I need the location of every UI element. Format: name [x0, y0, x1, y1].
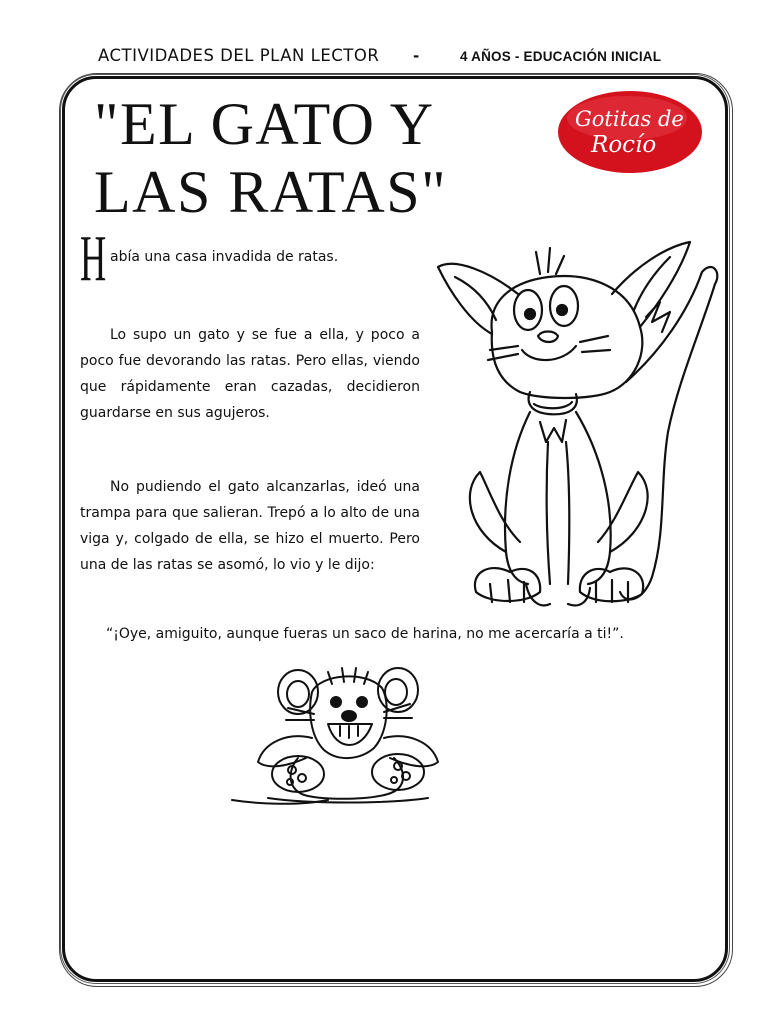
- logo-text-line-1: Gotitas de: [575, 107, 684, 131]
- gotitas-de-rocio-logo: [555, 88, 705, 176]
- paragraph-3: No pudiendo el gato alcanzarlas, ideó una trampa para que salieran. Trepó a lo alto de una viga y, colgado de ella, se hizo el muerto. Pero una de las ratas se asomó, lo vio y le dijo:: [80, 479, 420, 573]
- header-separator: -: [413, 47, 420, 65]
- logo-text-line-2: Rocío: [591, 132, 657, 158]
- drop-cap: H: [80, 222, 107, 295]
- header-activity-label: ACTIVIDADES DEL PLAN LECTOR: [98, 46, 380, 65]
- rat-quote: “¡Oye, amiguito, aunque fueras un saco de harina, no me acercaría a ti!”.: [106, 626, 624, 642]
- story-title: [94, 90, 564, 226]
- story-title-line-2: LAS RATAS": [94, 159, 448, 225]
- header-level-label: 4 AÑOS - EDUCACIÓN INICIAL: [460, 49, 662, 64]
- story-title-line-1: "EL GATO Y: [94, 91, 435, 157]
- paragraph-1: abía una casa invadida de ratas.: [110, 249, 339, 265]
- cat-illustration-icon: [430, 232, 722, 622]
- rat-illustration-icon: [228, 662, 458, 810]
- paragraph-2: Lo supo un gato y se fue a ella, y poco a poco fue devorando las ratas. Pero ellas, viendo que rápidamente eran cazadas, decidieron guardarse en sus agujeros.: [80, 327, 420, 421]
